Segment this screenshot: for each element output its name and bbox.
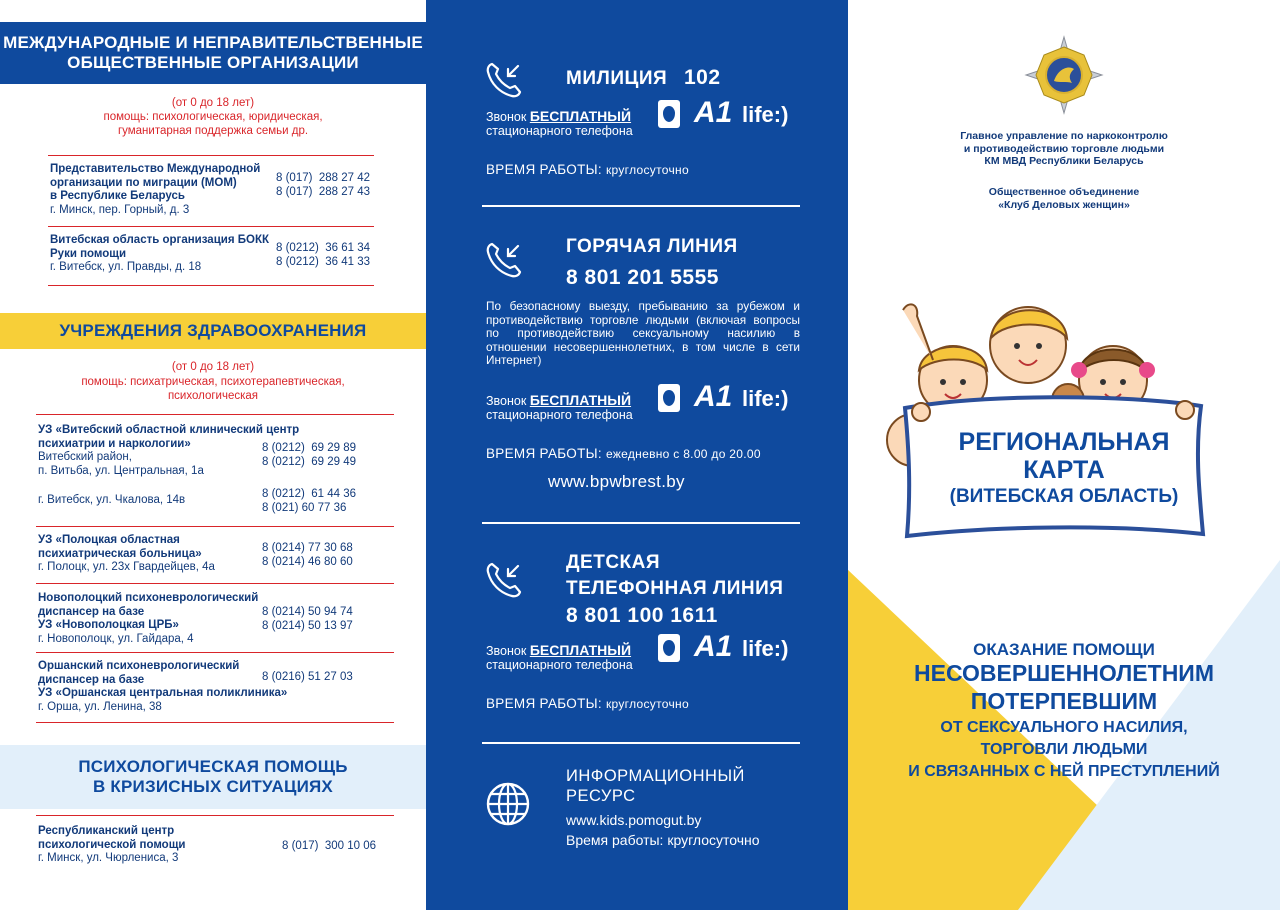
separator (482, 742, 800, 744)
info-worktime: Время работы: круглосуточно (566, 832, 760, 848)
help-big2: ПОТЕРПЕВШИМ (970, 688, 1158, 714)
call-label (486, 642, 631, 658)
org2-line: Общественное объединение (988, 186, 1140, 198)
org2-line: «Клуб Деловых женщин» (998, 198, 1130, 211)
police-title: МИЛИЦИЯ (566, 68, 668, 89)
mts-logo-icon (658, 100, 680, 128)
intl-entry-mom (50, 163, 260, 217)
entry-address: г. Витебск, ул. Правды, д. 18 (50, 261, 202, 273)
org2-text (848, 186, 1280, 211)
help-line3: ТОРГОВЛИ ЛЮДЬМИ (980, 741, 1148, 758)
org1-text (848, 130, 1280, 168)
intl-heading-line1: МЕЖДУНАРОДНЫЕ И НЕПРАВИТЕЛЬСТВЕННЫЕ (3, 33, 423, 52)
entry-phones: 8 (0212) 36 61 34 8 (0212) 36 41 33 (276, 242, 370, 268)
phone-icon (484, 60, 524, 100)
entry-address: г. Полоцк, ул. 23х Гвардейцев, 4а (38, 561, 215, 573)
health-entry-orsha (38, 660, 287, 714)
entry-name: в Республике Беларусь (50, 190, 185, 202)
entry-name: Новополоцкий психоневрологический (38, 592, 259, 604)
entry-name: УЗ «Витебский областной клинический центр (38, 424, 300, 436)
entry-name: Руки помощи (50, 247, 127, 260)
call-free: БЕСПЛАТНЫЙ (529, 392, 632, 408)
health-entry-vitebsk (38, 424, 299, 478)
hotline-description: По безопасному выезду, пребыванию за рубежом и противодействию торговле людьми (включая вопросы по противодействию сексуальному насилию в отношении несовершеннолетних, в том числе в сети Интернет) (486, 299, 800, 367)
info-site-link[interactable]: www.kids.pomogut.by (566, 812, 702, 828)
entry-phones: 8 (0216) 51 27 03 (262, 671, 353, 683)
entry-phones: 8 (0212) 61 44 36 8 (021) 60 77 36 (262, 488, 356, 514)
divider (36, 414, 394, 415)
call-sub: стационарного телефона (486, 408, 633, 422)
help-big1: НЕСОВЕРШЕННОЛЕТНИМ (914, 660, 1214, 686)
entry-name: Представительство Международной (50, 163, 261, 175)
health-heading-text: УЧРЕЖДЕНИЯ ЗДРАВООХРАНЕНИЯ (59, 321, 367, 340)
free-call-row (486, 96, 826, 138)
phone-icon (484, 240, 524, 280)
entry-name: УЗ «Полоцкая областная (38, 534, 180, 546)
worktime-value: круглосуточно (605, 163, 689, 177)
org1-line: и противодействию торговле людьми (963, 142, 1165, 155)
intl-help-line1: помощь: психологическая, юридическая, (103, 111, 323, 123)
intl-orgs-heading (0, 22, 426, 84)
entry-name: психиатрии и наркологии» (38, 437, 191, 450)
entry-name: диспансер на базе (38, 673, 145, 686)
hotline-title: ГОРЯЧАЯ ЛИНИЯ (566, 236, 738, 257)
entry-phones: 8 (017) 288 27 42 8 (017) 288 27 43 (276, 172, 370, 198)
life-logo-icon: life:) (742, 636, 789, 661)
free-call-row (486, 380, 826, 422)
entry-address: г. Новополоцк, ул. Гайдара, 4 (38, 632, 194, 645)
a1-logo-icon: A1 (694, 630, 733, 663)
entry-name: психологической помощи (38, 838, 186, 851)
a1-logo-icon: A1 (694, 380, 733, 413)
children-line-title1: ДЕТСКАЯ (566, 552, 661, 573)
entry-name: Оршанский психоневрологический (38, 660, 240, 672)
region-title-line1: РЕГИОНАЛЬНАЯ (958, 428, 1170, 456)
separator (482, 522, 800, 524)
worktime (486, 446, 761, 461)
globe-icon (484, 780, 532, 828)
life-logo-icon: life:) (742, 102, 789, 127)
crisis-entry (38, 825, 185, 866)
a1-logo-icon: A1 (694, 96, 733, 129)
call-prefix: Звонок (486, 644, 527, 658)
right-panel (848, 0, 1280, 910)
divider (36, 815, 394, 816)
entry-address: г. Витебск, ул. Чкалова, 14в (38, 494, 186, 506)
health-heading (0, 313, 426, 349)
crisis-heading-line2: В КРИЗИСНЫХ СИТУАЦИЯХ (93, 777, 333, 796)
entry-address: г. Минск, ул. Чюрлениса, 3 (38, 852, 179, 864)
divider (48, 285, 374, 286)
call-prefix: Звонок (486, 394, 527, 408)
entry-name: УЗ «Новополоцкая ЦРБ» (38, 619, 179, 631)
left-panel (0, 0, 426, 910)
entry-name: УЗ «Оршанская центральная поликлиника» (38, 687, 288, 699)
call-sub: стационарного телефона (486, 124, 633, 138)
divider (48, 226, 374, 227)
call-sub: стационарного телефона (486, 658, 633, 672)
info-title1: ИНФОРМАЦИОННЫЙ (566, 767, 745, 785)
entry-phones: 8 (0214) 77 30 68 8 (0214) 46 80 60 (262, 542, 353, 568)
entry-name: диспансер на базе (38, 605, 145, 618)
divider (48, 155, 374, 156)
entry-address: Витебский район, (38, 451, 132, 463)
entry-address: г. Орша, ул. Ленина, 38 (38, 700, 162, 713)
divider (36, 722, 394, 723)
mts-logo-icon (658, 384, 680, 412)
entry-phones: 8 (0214) 50 94 74 8 (0214) 50 13 97 (262, 606, 353, 632)
entry-address: г. Минск, пер. Горный, д. 3 (50, 203, 190, 216)
help-line2: ОТ СЕКСУАЛЬНОГО НАСИЛИЯ, (940, 719, 1188, 736)
call-free: БЕСПЛАТНЫЙ (529, 108, 632, 124)
health-help-line2: психологическая (167, 390, 259, 402)
divider (36, 652, 394, 653)
region-title-line2: КАРТА (1023, 456, 1105, 484)
entry-name: Республиканский центр (38, 825, 175, 837)
call-label (486, 392, 631, 408)
crisis-heading (0, 745, 426, 809)
divider (36, 583, 394, 584)
help-line4: И СВЯЗАННЫХ С НЕЙ ПРЕСТУПЛЕНИЙ (908, 763, 1220, 780)
divider (36, 526, 394, 527)
mts-logo-icon (658, 634, 680, 662)
worktime-label: ВРЕМЯ РАБОТЫ: (486, 446, 602, 461)
health-age: (от 0 до 18 лет) (171, 361, 255, 373)
worktime-value: ежедневно с 8.00 до 20.00 (605, 447, 761, 461)
middle-panel (426, 0, 848, 910)
help-line1: ОКАЗАНИЕ ПОМОЩИ (973, 640, 1155, 659)
org1-line: Главное управление по наркоконтролю (960, 130, 1168, 142)
region-title-line3: (ВИТЕБСКАЯ ОБЛАСТЬ) (949, 486, 1179, 507)
health-entry-polotsk (38, 534, 215, 575)
worktime (486, 162, 689, 177)
entry-name: Витебская область организация БОКК (50, 234, 269, 246)
entry-phones: 8 (0212) 69 29 89 8 (0212) 69 29 49 (262, 442, 356, 468)
info-title2: РЕСУРС (566, 787, 636, 805)
worktime-value: круглосуточно (605, 697, 689, 711)
intl-age: (от 0 до 18 лет) (171, 97, 255, 109)
phone-icon (484, 560, 524, 600)
entry-name: организации по миграции (МОМ) (50, 176, 237, 189)
health-help-line1: помощь: психатрическая, психотерапевтическая, (81, 376, 345, 388)
hotline-site-link[interactable]: www.bpwbrest.by (548, 472, 685, 491)
children-illustration (883, 290, 1223, 550)
crisis-heading-line1: ПСИХОЛОГИЧЕСКАЯ ПОМОЩЬ (78, 757, 348, 776)
intl-help-line2: гуманитарная поддержка семьи др. (117, 125, 309, 137)
children-line-title2: ТЕЛЕФОННАЯ ЛИНИЯ (566, 578, 784, 599)
emblem-icon (1024, 35, 1104, 115)
life-logo-icon: life:) (742, 386, 789, 411)
worktime (486, 696, 689, 711)
separator (482, 205, 800, 207)
children-line-number: 8 801 100 1611 (566, 604, 718, 627)
worktime-label: ВРЕМЯ РАБОТЫ: (486, 162, 602, 177)
worktime-label: ВРЕМЯ РАБОТЫ: (486, 696, 602, 711)
intl-entry-bokk (50, 234, 269, 275)
health-entry-novopolotsk (38, 592, 258, 646)
free-call-row (486, 630, 826, 672)
call-prefix: Звонок (486, 110, 527, 124)
org1-line: КМ МВД Республики Беларусь (984, 155, 1144, 167)
entry-address: п. Витьба, ул. Центральная, 1а (38, 464, 204, 477)
entry-name: психиатрическая больница» (38, 547, 202, 560)
hotline-number: 8 801 201 5555 (566, 266, 719, 289)
call-label (486, 108, 631, 124)
police-number: 102 (684, 66, 721, 89)
intl-heading-line2: ОБЩЕСТВЕННЫЕ ОРГАНИЗАЦИИ (67, 53, 359, 72)
call-free: БЕСПЛАТНЫЙ (529, 642, 632, 658)
entry-phones: 8 (017) 300 10 06 (282, 840, 376, 852)
